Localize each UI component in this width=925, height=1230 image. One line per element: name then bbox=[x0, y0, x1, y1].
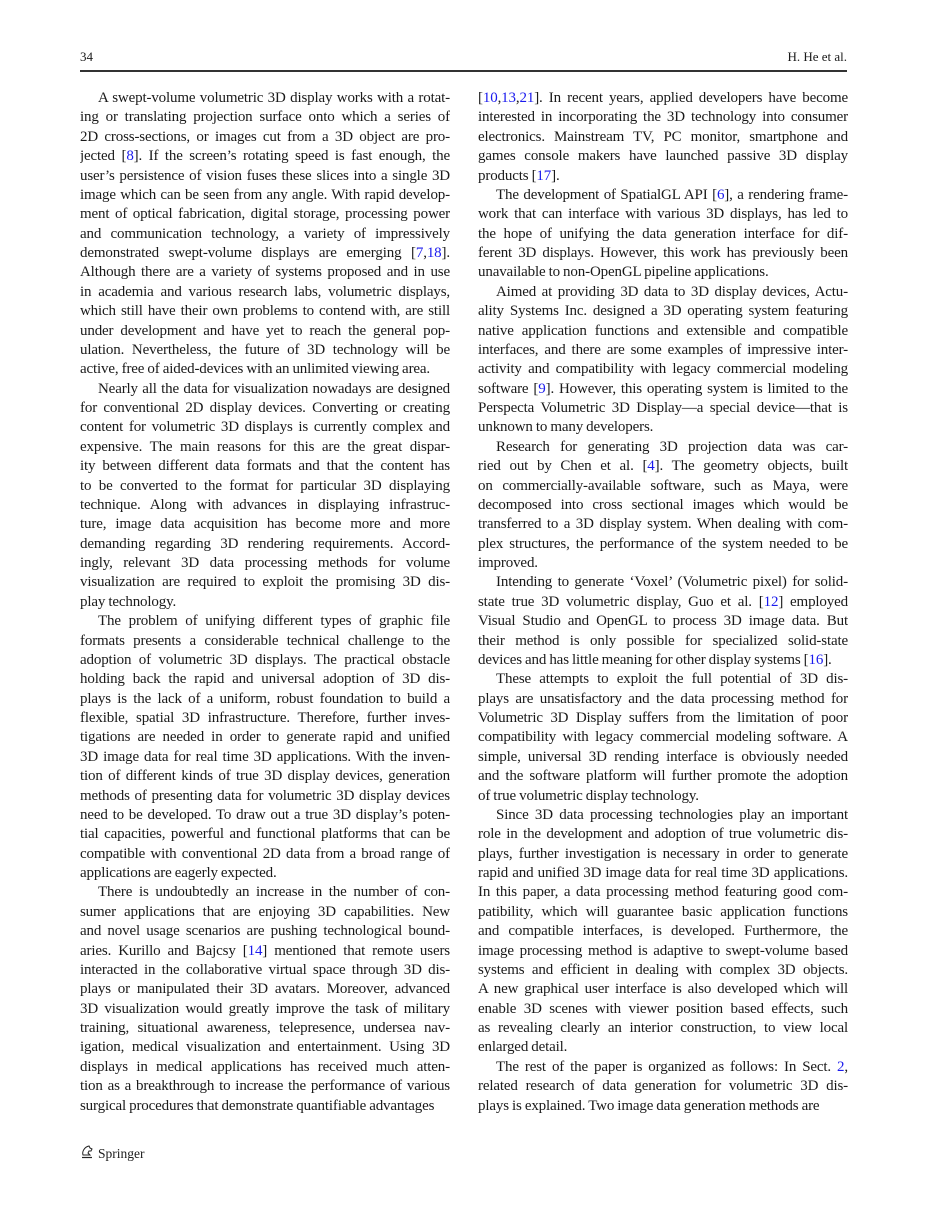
citation-link[interactable]: 13 bbox=[501, 90, 516, 106]
text-line: in academia and various research labs, volumetric displays, bbox=[80, 283, 450, 300]
text-line: 2D cross-sections, or images cut from a 3D object are pro- bbox=[80, 128, 450, 145]
text-line: surgical procedures that demonstrate quantifiable advantages bbox=[80, 1097, 435, 1114]
text-line: plays are unsatisfactory and the data processing method for bbox=[478, 690, 848, 707]
citation-link[interactable]: 12 bbox=[763, 593, 779, 610]
text-line: of true volumetric display technology. bbox=[478, 787, 699, 804]
text-line: electronics. Mainstream TV, PC monitor, smartphone and bbox=[478, 128, 848, 145]
text-line: their method is only possible for specialized solid-state bbox=[478, 632, 848, 649]
paragraph bbox=[80, 89, 450, 380]
text-line: ulation. Nevertheless, the future of 3D technology will be bbox=[80, 341, 450, 358]
text-line: simple, universal 3D rending interface is obviously needed bbox=[478, 748, 848, 765]
text-line: work that can interface with various 3D displays, has led to bbox=[478, 206, 848, 223]
text-line: tion of different kinds of true 3D display devices, generation bbox=[80, 768, 450, 785]
citation-link[interactable]: 6 bbox=[716, 186, 725, 203]
text-line: sumer applications that are enjoying 3D capabilities. New bbox=[80, 903, 450, 920]
paragraph bbox=[478, 283, 848, 438]
text-line: enlarged detail. bbox=[478, 1039, 568, 1056]
text-line: ment of optical fabrication, digital storage, processing power bbox=[80, 206, 450, 223]
text-line: as revealing clearly an interior construction, to view local bbox=[478, 1020, 848, 1036]
citation-link[interactable]: 21 bbox=[519, 90, 535, 106]
text-line: role in the development and adoption of true volumetric dis- bbox=[478, 826, 848, 843]
text-line: aries. Kurillo and Bajcsy [14] mentioned that remote users bbox=[80, 942, 450, 959]
text-line: products [17]. bbox=[478, 167, 560, 184]
citation-link[interactable]: 7 bbox=[415, 245, 424, 261]
paragraph bbox=[478, 1058, 848, 1116]
text-line: and the software platform will further promote the adoption bbox=[478, 768, 848, 785]
text-line: image which can be seen from any angle. With rapid develop- bbox=[80, 186, 450, 203]
text-line: plays is the lack of a uniform, robust foundation to build a bbox=[80, 690, 450, 707]
citation-link[interactable]: 9 bbox=[538, 380, 546, 397]
text-line: plex structures, the performance of the system needed to be bbox=[478, 535, 848, 552]
text-line: tion as a breakthrough to increase the performance of various bbox=[80, 1078, 450, 1095]
paragraph bbox=[478, 573, 848, 670]
text-line: The problem of unifying different types of graphic file bbox=[98, 613, 450, 630]
running-head: H. He et al. bbox=[787, 49, 847, 64]
text-line: Visual Studio and OpenGL to process 3D image data. But bbox=[478, 613, 848, 630]
text-line: holding back the rapid and universal adoption of 3D dis- bbox=[80, 671, 450, 688]
paragraph bbox=[478, 670, 848, 806]
text-line: the hope of unifying the data generation interface for dif- bbox=[478, 225, 848, 242]
citation-link[interactable]: 8 bbox=[126, 148, 134, 165]
text-line: igation, medical visualization and entertainment. Using 3D bbox=[80, 1039, 450, 1056]
text-line: Volumetric 3D Display suffers from the limitation of poor bbox=[478, 710, 848, 726]
text-line: Research for generating 3D projection data was car- bbox=[496, 438, 848, 455]
text-line: devices and has little meaning for other display systems [16]. bbox=[478, 651, 832, 668]
text-line: ality Systems Inc. designed a 3D operating system featuring bbox=[478, 303, 848, 320]
text-line: enable 3D scenes with viewer position based effects, such bbox=[478, 1000, 848, 1017]
text-line: There is undoubtedly an increase in the number of con- bbox=[98, 884, 450, 901]
text-line: methods of presenting data for volumetric 3D display devices bbox=[80, 787, 450, 804]
text-line: [10,13,21]. In recent years, applied developers have become bbox=[478, 90, 848, 106]
text-line: tigations are needed in order to generate rapid and unified bbox=[80, 729, 450, 746]
text-line: interested in incorporating the 3D technology into consumer bbox=[478, 109, 848, 126]
text-line: which still have their own problems to contend with, are still bbox=[80, 303, 450, 320]
left-column bbox=[80, 89, 450, 1116]
text-line: ried out by Chen et al. [4]. The geometry objects, built bbox=[478, 458, 848, 475]
paragraph bbox=[80, 380, 450, 613]
paragraph bbox=[478, 438, 848, 574]
text-line: technique. Along with advances in displaying infrastruc- bbox=[80, 496, 450, 513]
paragraph bbox=[478, 89, 848, 186]
text-line: ing or translating projection surface onto which a series of bbox=[80, 109, 450, 126]
text-line: games console makers have launched passive 3D display bbox=[478, 148, 848, 165]
text-line: expensive. The main reasons for this are the great dispar- bbox=[80, 438, 450, 455]
text-line: 3D image data for real time 3D applications. With the inven- bbox=[80, 748, 450, 765]
text-line: activity and compatibility with legacy commercial modeling bbox=[478, 361, 848, 378]
text-line: visualization are required to exploit the promising 3D dis- bbox=[80, 574, 450, 591]
text-line: user’s persistence of vision fuses these slices into a single 3D bbox=[80, 167, 450, 184]
citation-link[interactable]: 16 bbox=[808, 651, 824, 668]
text-line: applications are eagerly expected. bbox=[80, 865, 277, 881]
text-line: compatibility with legacy commercial modeling software. A bbox=[478, 729, 848, 746]
text-line: image processing method is adaptive to swept-volume based bbox=[478, 942, 848, 959]
text-line: patibility, which will guarantee basic application functions bbox=[478, 903, 848, 920]
text-line: unknown to many developers. bbox=[478, 419, 654, 436]
footer bbox=[80, 1144, 145, 1164]
right-column bbox=[478, 89, 848, 1116]
text-line: transferred to a 3D display system. When dealing with com- bbox=[478, 516, 848, 533]
text-line: Perspecta Volumetric 3D Display—a special device—that is bbox=[478, 400, 848, 416]
text-line: plays or manipulated their 3D avatars. Moreover, advanced bbox=[80, 981, 450, 998]
text-line: and novel usage scenarios are pushing technological bound- bbox=[80, 923, 450, 940]
text-line: interfaces, and there are some examples of impressive inter- bbox=[478, 341, 848, 358]
citation-link[interactable]: 10 bbox=[482, 90, 498, 106]
paragraph bbox=[80, 883, 450, 1116]
text-line: adoption of volumetric 3D displays. The practical obstacle bbox=[80, 651, 450, 668]
citation-link[interactable]: 2 bbox=[837, 1058, 845, 1075]
text-line: flexible, spatial 3D infrastructure. Therefore, further inves- bbox=[80, 710, 450, 726]
springer-logo-icon bbox=[80, 1144, 94, 1164]
text-line: Since 3D data processing technologies play an important bbox=[496, 806, 848, 823]
text-line: and compatible interfaces, is developed. Furthermore, the bbox=[478, 923, 848, 940]
text-line: ture, image data acquisition has become more and more bbox=[80, 516, 450, 533]
text-line: displays in medical applications has received much atten- bbox=[80, 1058, 450, 1075]
text-line: rapid and unified 3D image data for real time 3D applications. bbox=[478, 865, 848, 881]
text-line: systems and efficient in dealing with complex 3D objects. bbox=[478, 961, 848, 978]
publisher-name: Springer bbox=[98, 1146, 145, 1161]
text-line: demonstrated swept-volume displays are emerging [7,18]. bbox=[80, 245, 450, 261]
page-number: 34 bbox=[80, 49, 93, 64]
header-rule bbox=[80, 70, 847, 72]
text-line: Intending to generate ‘Voxel’ (Volumetric pixel) for solid- bbox=[496, 574, 848, 591]
text-line: to be converted to the format for particular 3D displaying bbox=[80, 477, 450, 494]
text-line: demanding regarding 3D rendering requirements. Accord- bbox=[80, 535, 450, 552]
text-line: In this paper, a data processing method featuring good com- bbox=[478, 884, 848, 901]
text-line: Nearly all the data for visualization nowadays are designed bbox=[98, 380, 450, 397]
text-line: compatible with conventional 2D data from a broad range of bbox=[80, 845, 450, 862]
text-line: decomposed into cross sectional images which would be bbox=[478, 496, 848, 513]
paragraph bbox=[478, 186, 848, 283]
text-line: A new graphical user interface is also developed which will bbox=[478, 981, 848, 998]
text-line: for conventional 2D display devices. Converting or creating bbox=[80, 400, 450, 416]
text-line: ferent 3D displays. However, this work has previously been bbox=[478, 245, 848, 261]
paragraph bbox=[80, 612, 450, 883]
text-line: formats presents a considerable technical challenge to the bbox=[80, 632, 450, 649]
text-line: 3D visualization would greatly improve the task of military bbox=[80, 1000, 450, 1017]
text-line: improved. bbox=[478, 555, 538, 571]
text-line: The rest of the paper is organized as follows: In Sect. 2, bbox=[496, 1058, 848, 1075]
text-line: on commercially-available software, such as Maya, were bbox=[478, 477, 848, 494]
citation-link[interactable]: 14 bbox=[247, 942, 263, 959]
text-line: jected [8]. If the screen’s rotating speed is fast enough, the bbox=[80, 148, 450, 165]
text-line: The development of SpatialGL API [6], a rendering frame- bbox=[496, 186, 848, 203]
citation-link[interactable]: 18 bbox=[426, 245, 442, 261]
text-line: unavailable to non-OpenGL pipeline applications. bbox=[478, 264, 769, 281]
citation-link[interactable]: 4 bbox=[647, 458, 655, 475]
text-line: ingly, relevant 3D data processing methods for volume bbox=[80, 555, 450, 571]
text-line: need to be developed. To draw out a true 3D display’s poten- bbox=[80, 806, 450, 823]
text-line: These attempts to exploit the full potential of 3D dis- bbox=[496, 671, 848, 688]
paragraph bbox=[478, 806, 848, 1058]
text-line: active, free of aided-devices with an unlimited viewing area. bbox=[80, 361, 431, 378]
text-line: ity between different data formats and that the content has bbox=[80, 458, 450, 475]
text-line: under development and have yet to reach the general pop- bbox=[80, 322, 450, 339]
text-line: Aimed at providing 3D data to 3D display devices, Actu- bbox=[496, 283, 848, 300]
text-line: interacted in the collaborative virtual space through 3D dis- bbox=[80, 961, 450, 978]
text-line: play technology. bbox=[80, 593, 177, 610]
text-line: and communication technology, a variety of impressively bbox=[80, 225, 450, 242]
text-line: plays, further investigation is necessary in order to generate bbox=[478, 845, 848, 862]
text-line: A swept-volume volumetric 3D display works with a rotat- bbox=[98, 90, 450, 106]
text-line: training, situational awareness, telepresence, undersea nav- bbox=[80, 1020, 450, 1036]
text-line: content for volumetric 3D displays is currently complex and bbox=[80, 419, 450, 436]
text-line: native application functions and extensible and compatible bbox=[478, 322, 848, 339]
text-line: software [9]. However, this operating system is limited to the bbox=[478, 380, 848, 397]
text-line: state true 3D volumetric display, Guo et al. [12] employed bbox=[478, 593, 848, 610]
text-line: tial capacities, powerful and functional platforms that can be bbox=[80, 826, 450, 843]
citation-link[interactable]: 17 bbox=[536, 167, 552, 184]
text-line: related research of data generation for volumetric 3D dis- bbox=[478, 1078, 848, 1095]
text-line: Although there are a variety of systems proposed and in use bbox=[80, 264, 450, 281]
text-line: plays is explained. Two image data generation methods are bbox=[478, 1097, 820, 1114]
